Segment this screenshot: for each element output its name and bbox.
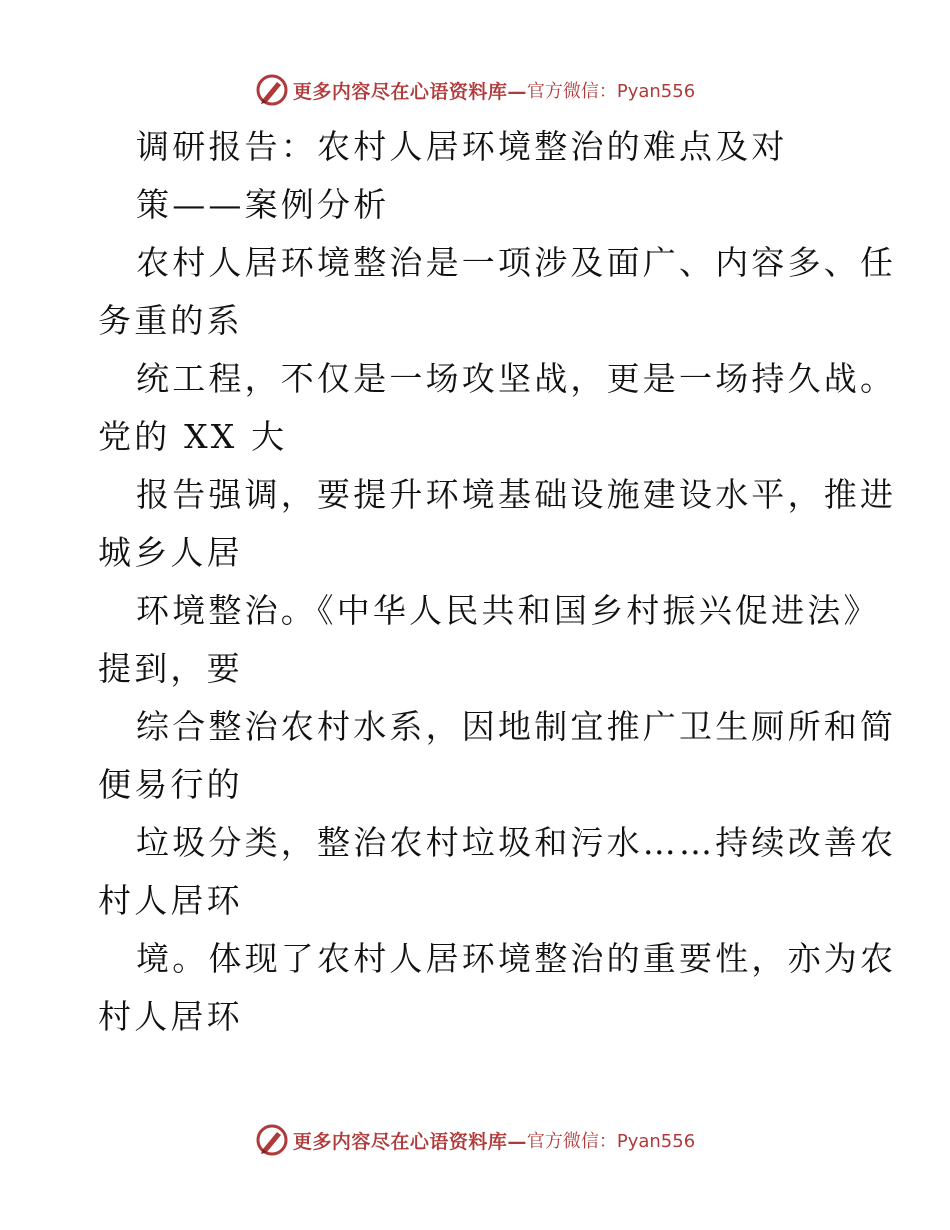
text-line: 提到，要: [98, 649, 243, 688]
pen-logo-icon: [255, 1123, 289, 1157]
text-line: 环境整治。《中华人民共和国乡村振兴促进法》: [136, 591, 880, 630]
banner-text: 更多内容尽在心语资料库—: [292, 1130, 527, 1153]
text-line: 便易行的: [98, 765, 243, 804]
text-line: 综合整治农村水系，因地制宜推广卫生厕所和简: [136, 707, 897, 746]
text-line: 党的 XX 大: [98, 417, 288, 456]
document-body: [98, 118, 897, 1046]
text-line: 城乡人居: [98, 533, 243, 572]
text-line: 农村人居环境整治是一项涉及面广、内容多、任: [136, 243, 897, 282]
footer-banner: [0, 1120, 950, 1160]
title-line-2: 策——案例分析: [136, 185, 390, 224]
text-line: 统工程，不仅是一场攻坚战，更是一场持久战。: [136, 359, 897, 398]
pen-logo-icon: [255, 73, 289, 107]
text-line: 垃圾分类，整治农村垃圾和污水……持续改善农: [136, 823, 897, 862]
title-line-1: 调研报告：农村人居环境整治的难点及对: [136, 127, 788, 166]
banner-wechat: 官方微信：Pyan556: [526, 81, 696, 102]
text-line: 村人居环: [98, 881, 243, 920]
text-line: 境。体现了农村人居环境整治的重要性，亦为农: [136, 939, 897, 978]
text-line: 务重的系: [98, 301, 243, 340]
text-line: 报告强调，要提升环境基础设施建设水平，推进: [136, 475, 897, 514]
header-banner: [0, 70, 950, 110]
text-line: 村人居环: [98, 997, 243, 1036]
banner-text: 更多内容尽在心语资料库—: [292, 80, 527, 103]
banner-wechat: 官方微信：Pyan556: [526, 1131, 696, 1152]
